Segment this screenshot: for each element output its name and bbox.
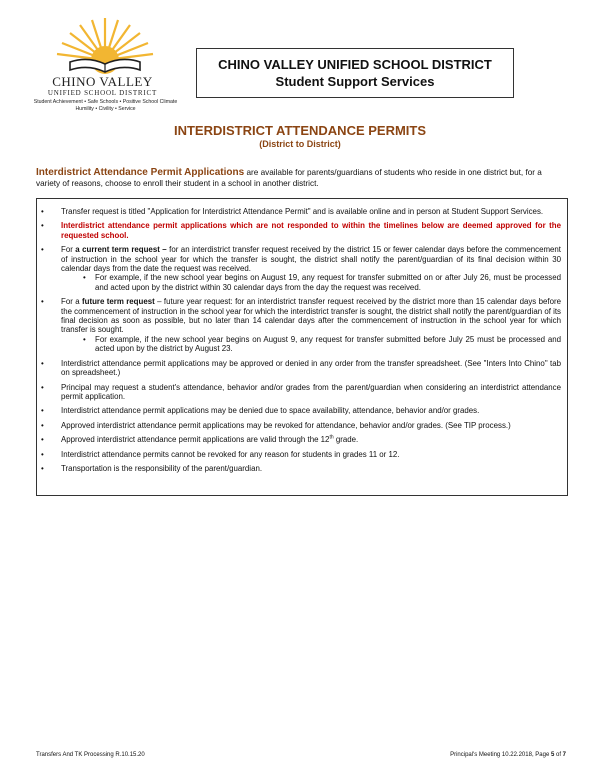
- footer-document-id: Transfers And TK Processing R.10.15.20: [36, 752, 145, 758]
- warning-text: Interdistrict attendance permit applications which are not responded to within the timelines below are deemed approved for the requested school.: [61, 221, 561, 240]
- sub-list: [61, 273, 561, 292]
- page-total: 7: [562, 752, 566, 758]
- sun-book-icon: [50, 16, 160, 74]
- district-name: CHINO VALLEY UNIFIED SCHOOL DISTRICT: [218, 57, 492, 72]
- intro-paragraph: [36, 168, 566, 189]
- logo-subname: UNIFIED SCHOOL DISTRICT: [47, 89, 158, 97]
- sub-list: [61, 335, 561, 354]
- bullet-icon: •: [41, 207, 44, 216]
- list-item: • Interdistrict attendance permits cannot be revoked for any reason for students in grades 11 or 12.: [41, 449, 400, 459]
- logo-name: CHINO VALLEY: [52, 74, 153, 89]
- sub-list-item: • For example, if the new school year begins on August 19, any request for transfer submitted on or after July 26, must be processed and acted upon by the district within 30 calendar days from the day the request was received.: [83, 273, 561, 292]
- bullet-icon: •: [41, 449, 44, 459]
- bullet-icon: •: [83, 334, 86, 344]
- list-item: • For a future term request – future year request: for an interdistrict transfer request received by the district more than 15 calendar days before the commencement of instruction in the school year for which the interdistrict transfer is sought, the district shall notify the parent/guardian of its final decision as soon as possible, but no later than 14 calendar days after the commencement of instruction in the school year for which transfer is sought. • For example, if the new school year begins on August 9, any request for transfer submitted before July 25 must be processed and acted upon by the district by August 23.: [41, 297, 561, 354]
- bullet-icon: •: [83, 273, 86, 283]
- rules-list: [37, 207, 567, 478]
- bullet-icon: •: [41, 406, 44, 416]
- footer-page-info: Principal's Meeting 10.22.2018, Page 5 of 7: [450, 752, 566, 758]
- bullet-icon: •: [41, 463, 44, 473]
- list-item: • Transfer request is titled "Application for Interdistrict Attendance Permit" and is available online and in person at Student Support Services.: [41, 207, 544, 216]
- sub-list-item: • For example, if the new school year begins on August 9, any request for transfer submitted before July 25 must be processed and acted upon by the district by August 23.: [83, 334, 561, 354]
- list-item: • For a current term request – for an interdistrict transfer request received by the district 15 or fewer calendar days before the commencement of instruction in the school year for which the transfer is sought, the district shall notify the parent/guardian of its final decision within 30 calendar days from the date the request was received. • For example, if the new school year begins on August 19, any request for transfer submitted on or after July 26, must be processed and acted upon by the district within 30 calendar days from the day the request was received.: [41, 245, 561, 292]
- bullet-icon: •: [41, 420, 44, 430]
- page-subtitle: (District to District): [259, 139, 341, 149]
- department-name: Student Support Services: [275, 74, 435, 89]
- list-item: • Approved interdistrict attendance permit applications are valid through the 12th grade.: [41, 434, 359, 445]
- bullet-icon: •: [41, 297, 44, 307]
- bullet-icon: •: [41, 358, 44, 368]
- rules-box: [36, 198, 568, 496]
- bullet-icon: •: [41, 382, 44, 392]
- intro-text: are available for parents/guardians of students who reside in one district but, for a variety of reasons, choose to enroll their student in a school in another district.: [36, 168, 542, 188]
- logo-tagline: Student Achievement • Safe Schools • Positive School Climate Humility • Civility • Service: [33, 99, 178, 112]
- list-item: • Transportation is the responsibility of the parent/guardian.: [41, 463, 263, 473]
- intro-lead: Interdistrict Attendance Permit Applications: [36, 167, 245, 178]
- district-logo: [28, 16, 188, 116]
- list-item: • Interdistrict attendance permit applications may be denied due to space availability, attendance, behavior and/or grades.: [41, 406, 480, 416]
- bullet-icon: •: [41, 221, 44, 231]
- page-title: INTERDISTRICT ATTENDANCE PERMITS: [173, 123, 427, 138]
- list-item: • Approved interdistrict attendance permit applications may be revoked for attendance, behavior and/or grades. (See TIP process.): [41, 420, 511, 430]
- bullet-icon: •: [41, 245, 44, 255]
- page-number: 5: [550, 752, 555, 758]
- district-header-box: [196, 48, 514, 98]
- list-item: • Principal may request a student's attendance, behavior and/or grades from the parent/guardian when considering an interdistrict attendance permit application.: [41, 382, 561, 401]
- bullet-icon: •: [41, 435, 44, 445]
- list-item: [37, 221, 567, 240]
- list-item: • Interdistrict attendance permit applications may be approved or denied in any order from the transfer spreadsheet. (See "Inters Into Chino" tab on spreadsheet.): [41, 358, 561, 378]
